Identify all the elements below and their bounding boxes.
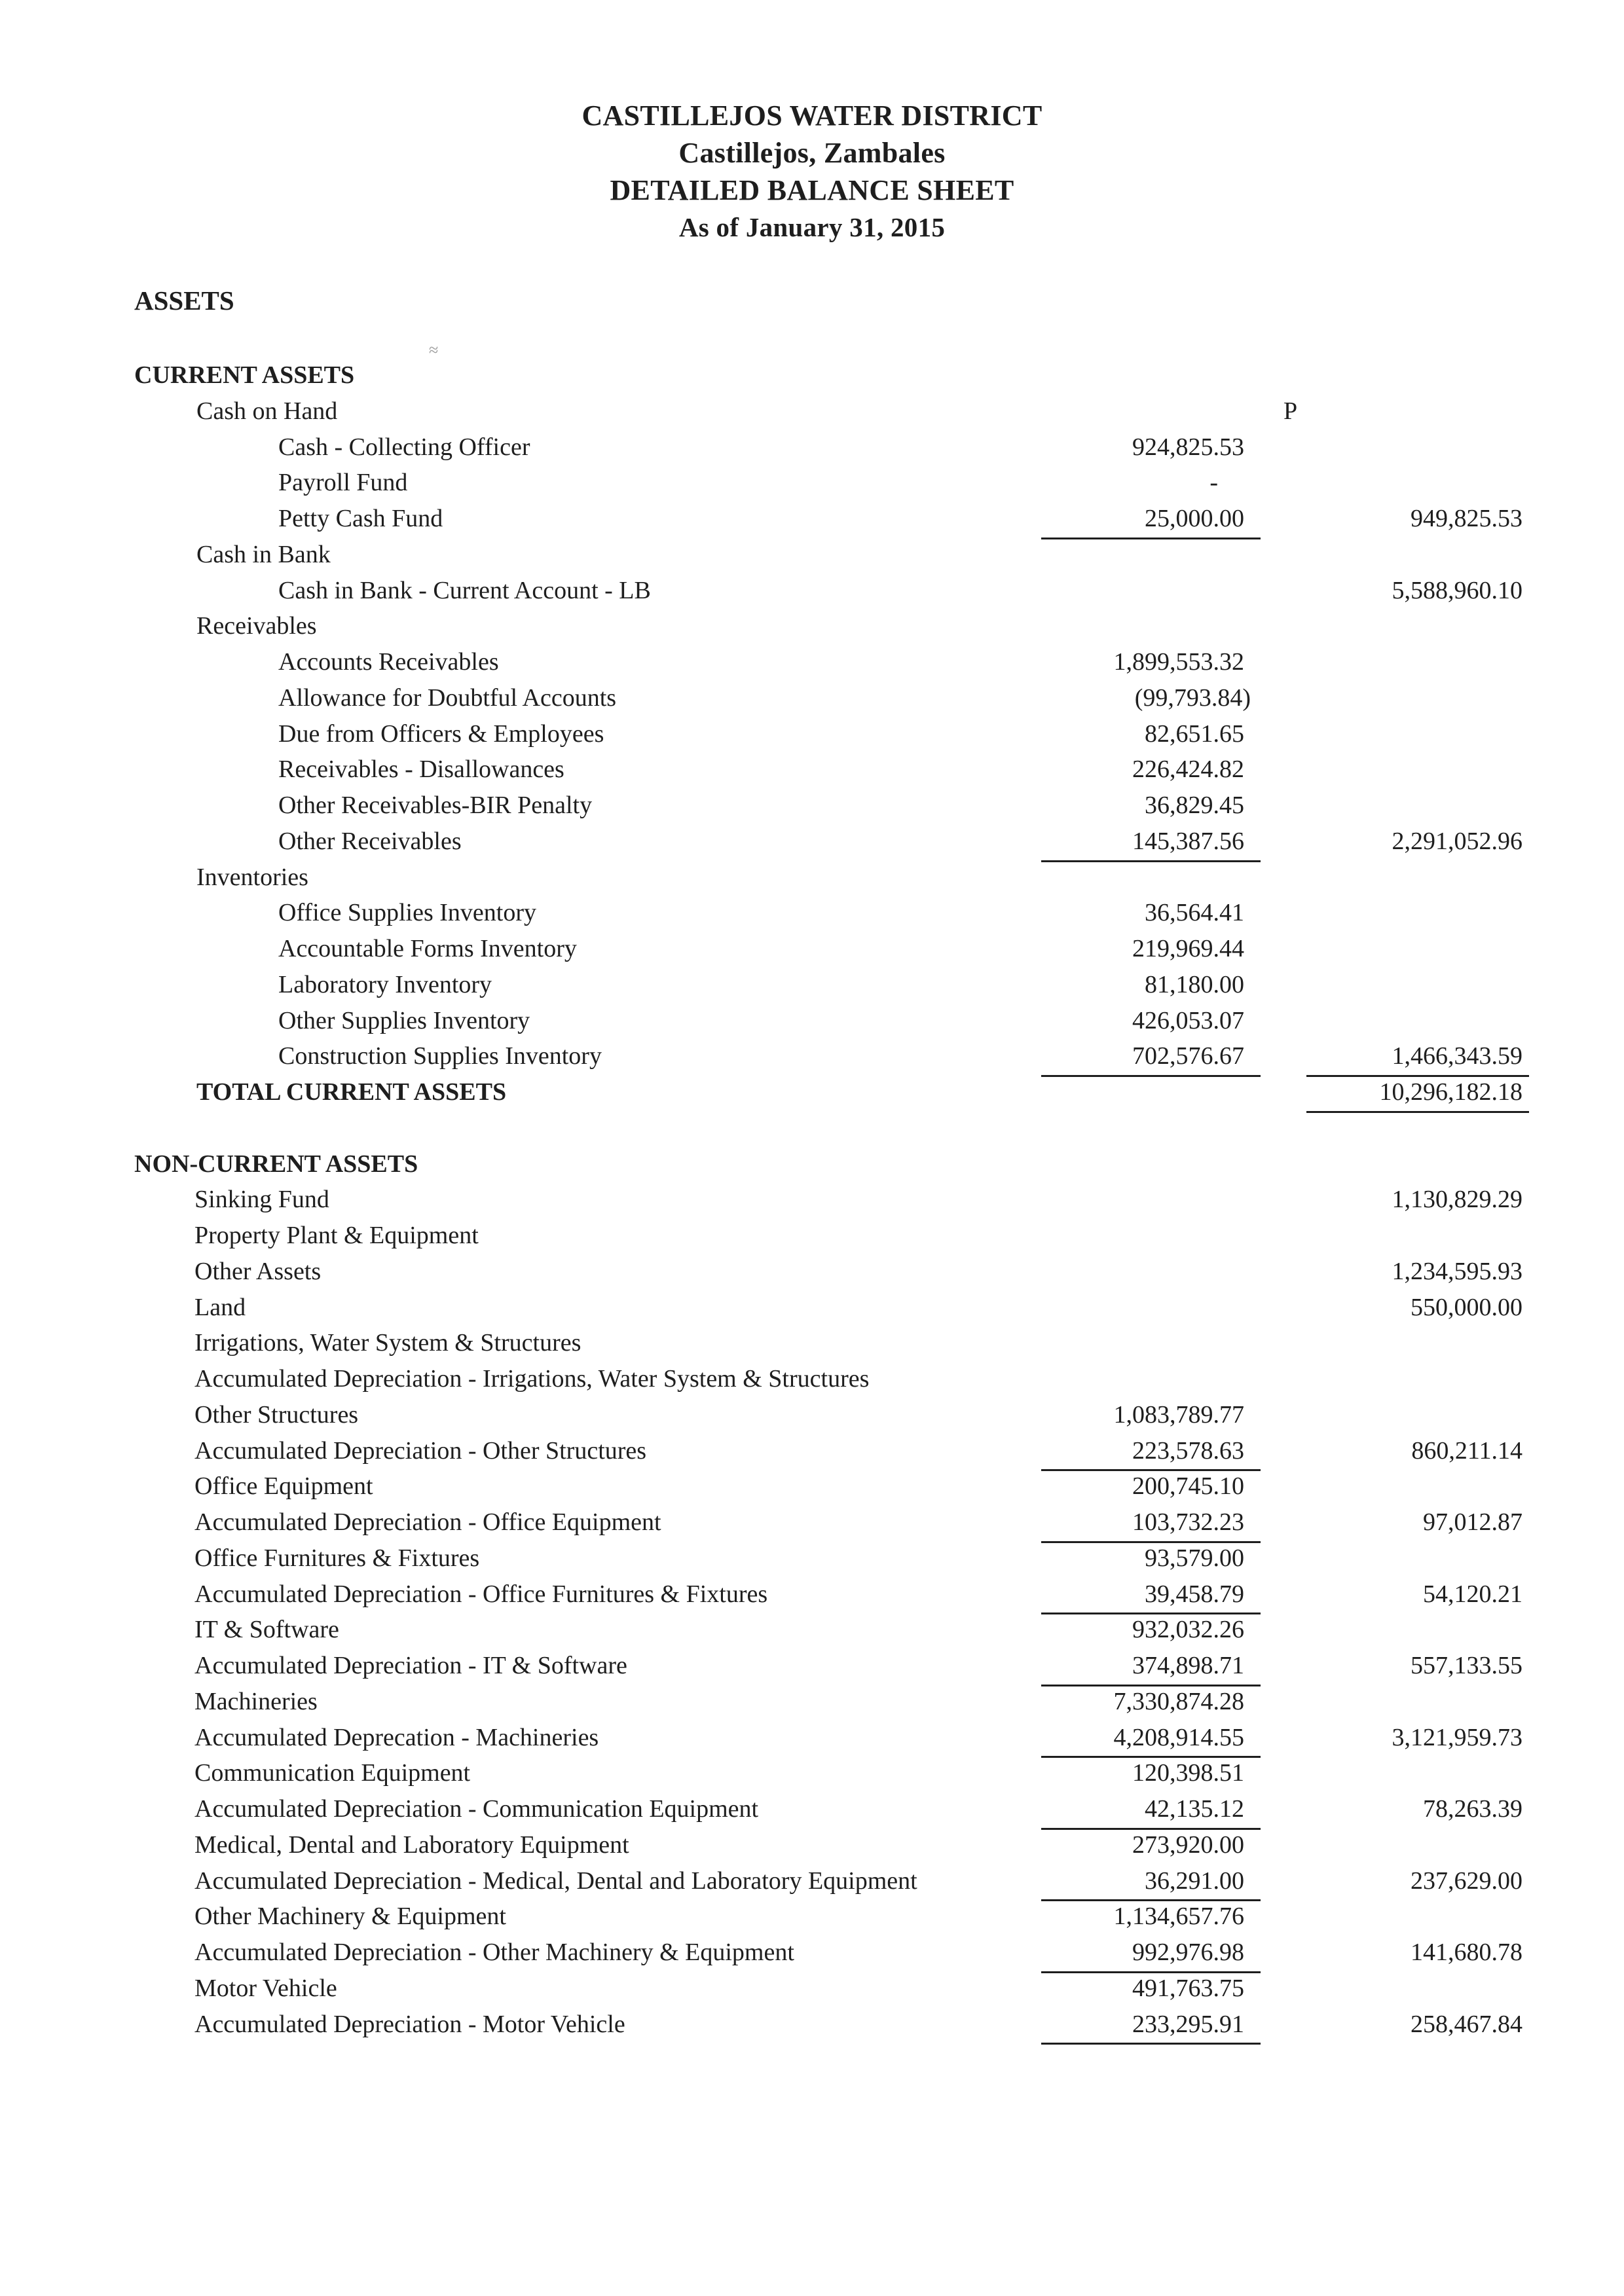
cost-amount: 93,579.00 bbox=[1145, 1544, 1244, 1572]
account-label: Other Supplies Inventory bbox=[278, 1006, 530, 1034]
depreciation-amount: 4,208,914.55 bbox=[1028, 1720, 1244, 1756]
group-subtotal: 1,466,343.59 bbox=[1300, 1038, 1522, 1074]
group-row-cash-on-hand bbox=[0, 393, 1624, 429]
table-row bbox=[0, 1433, 1624, 1469]
net-amount: 54,120.21 bbox=[1423, 1580, 1522, 1608]
account-label: Construction Supplies Inventory bbox=[278, 1042, 602, 1070]
organization-name: CASTILLEJOS WATER DISTRICT bbox=[581, 100, 1043, 132]
depreciation-amount: 223,578.63 bbox=[1028, 1433, 1244, 1469]
table-row bbox=[0, 644, 1624, 680]
depreciation-amount: 233,295.91 bbox=[1028, 2007, 1244, 2043]
group-label: Inventories bbox=[196, 863, 308, 891]
account-label: Accumulated Depreciation - Office Equipment bbox=[194, 1508, 661, 1536]
account-label: Allowance for Doubtful Accounts bbox=[278, 683, 617, 712]
balance-sheet-table bbox=[0, 357, 1624, 2042]
cost-amount: 491,763.75 bbox=[1132, 1974, 1244, 2002]
table-row bbox=[0, 1720, 1624, 1756]
depreciation-amount: 103,732.23 bbox=[1028, 1504, 1244, 1540]
document-header bbox=[0, 97, 1624, 246]
cost-amount: 1,134,657.76 bbox=[1113, 1903, 1244, 1931]
spacer bbox=[0, 1110, 1624, 1146]
net-amount: 237,629.00 bbox=[1411, 1867, 1522, 1895]
account-label: Accumulated Depreciation - Communication Equipment bbox=[194, 1795, 759, 1823]
depreciation-amount: 374,898.71 bbox=[1028, 1648, 1244, 1684]
cost-amount: 273,920.00 bbox=[1132, 1831, 1244, 1859]
table-row bbox=[0, 824, 1624, 860]
table-row bbox=[0, 1755, 1624, 1791]
account-amount: 145,387.56 bbox=[1028, 824, 1244, 860]
total-label: TOTAL CURRENT ASSETS bbox=[196, 1078, 507, 1106]
account-amount: 226,424.82 bbox=[1132, 756, 1244, 784]
account-label: Property Plant & Equipment bbox=[194, 1222, 479, 1249]
table-row bbox=[0, 1182, 1624, 1218]
table-row bbox=[0, 788, 1624, 824]
report-date: As of January 31, 2015 bbox=[678, 212, 946, 242]
account-label: Accumulated Depreciation - IT & Software bbox=[194, 1652, 627, 1679]
account-label: Land bbox=[194, 1293, 246, 1321]
depreciation-amount: 39,458.79 bbox=[1028, 1576, 1244, 1613]
account-amount: 219,969.44 bbox=[1132, 935, 1244, 962]
table-row bbox=[0, 1863, 1624, 1899]
table-row bbox=[0, 1361, 1624, 1397]
depreciation-amount: 42,135.12 bbox=[1028, 1791, 1244, 1827]
non-current-assets-heading: NON-CURRENT ASSETS bbox=[134, 1150, 418, 1178]
net-amount: 141,680.78 bbox=[1411, 1939, 1522, 1966]
account-label: Accounts Receivables bbox=[278, 648, 499, 676]
table-row bbox=[0, 1612, 1624, 1648]
net-amount: 258,467.84 bbox=[1411, 2010, 1522, 2038]
group-row-cash-in-bank bbox=[0, 537, 1624, 573]
table-row bbox=[0, 680, 1624, 716]
account-label: Accumulated Depreciation - Other Structures bbox=[194, 1436, 647, 1465]
group-row-receivables bbox=[0, 608, 1624, 644]
table-row bbox=[0, 1791, 1624, 1827]
account-amount: 82,651.65 bbox=[1145, 720, 1244, 748]
table-row bbox=[0, 1648, 1624, 1684]
account-amount: - bbox=[1209, 469, 1218, 497]
currency-symbol: P bbox=[1283, 397, 1298, 425]
table-row bbox=[0, 1684, 1624, 1720]
account-label: Sinking Fund bbox=[194, 1186, 329, 1214]
table-row bbox=[0, 1935, 1624, 1971]
table-row bbox=[0, 1218, 1624, 1254]
account-label: Other Assets bbox=[194, 1257, 322, 1285]
table-row bbox=[0, 895, 1624, 931]
account-label: Office Equipment bbox=[194, 1472, 373, 1501]
table-row bbox=[0, 501, 1624, 537]
account-label: Accumulated Depreciation - Irrigations, Water System & Structures bbox=[194, 1365, 870, 1393]
group-subtotal: 2,291,052.96 bbox=[1392, 827, 1522, 855]
table-row bbox=[0, 1254, 1624, 1290]
account-amount: 81,180.00 bbox=[1145, 970, 1244, 998]
table-row bbox=[0, 931, 1624, 967]
table-row bbox=[0, 716, 1624, 752]
table-row bbox=[0, 1899, 1624, 1935]
table-row bbox=[0, 1540, 1624, 1576]
net-amount: 557,133.55 bbox=[1411, 1652, 1522, 1679]
net-amount: 78,263.39 bbox=[1423, 1795, 1522, 1823]
table-row bbox=[0, 1038, 1624, 1074]
account-amount: (99,793.84) bbox=[1134, 683, 1251, 712]
cost-amount: 120,398.51 bbox=[1132, 1759, 1244, 1787]
account-label: Motor Vehicle bbox=[194, 1974, 337, 2002]
net-amount: 1,234,595.93 bbox=[1392, 1257, 1522, 1285]
table-row bbox=[0, 429, 1624, 465]
account-amount: 1,899,553.32 bbox=[1113, 648, 1244, 676]
organization-location: Castillejos, Zambales bbox=[678, 137, 946, 169]
account-label: Cash in Bank - Current Account - LB bbox=[278, 576, 651, 604]
account-label: Receivables - Disallowances bbox=[278, 756, 564, 784]
group-label: Cash on Hand bbox=[196, 397, 338, 425]
account-label: Irrigations, Water System & Structures bbox=[194, 1329, 581, 1357]
current-assets-heading-row bbox=[0, 357, 1624, 393]
depreciation-amount: 992,976.98 bbox=[1028, 1935, 1244, 1971]
table-row bbox=[0, 967, 1624, 1003]
account-amount: 36,564.41 bbox=[1145, 899, 1244, 927]
account-label: Laboratory Inventory bbox=[278, 970, 492, 998]
group-label: Receivables bbox=[196, 612, 317, 640]
total-amount: 10,296,182.18 bbox=[1300, 1074, 1522, 1110]
account-label: Payroll Fund bbox=[278, 469, 408, 497]
scan-smudge: ≈ bbox=[429, 340, 439, 359]
current-assets-heading: CURRENT ASSETS bbox=[134, 361, 355, 389]
account-amount: 426,053.07 bbox=[1132, 1006, 1244, 1034]
account-label: Cash - Collecting Officer bbox=[278, 433, 530, 461]
account-label: Accumulated Depreciation - Office Furnitures & Fixtures bbox=[194, 1580, 768, 1608]
table-row bbox=[0, 1971, 1624, 2007]
net-amount: 3,121,959.73 bbox=[1392, 1723, 1522, 1751]
table-row bbox=[0, 1290, 1624, 1326]
group-subtotal: 949,825.53 bbox=[1411, 505, 1522, 532]
account-label: Accumulated Depreciation - Medical, Dental and Laboratory Equipment bbox=[194, 1867, 917, 1895]
cost-amount: 200,745.10 bbox=[1132, 1472, 1244, 1501]
account-amount: 924,825.53 bbox=[1132, 433, 1244, 461]
account-label: Machineries bbox=[194, 1687, 318, 1715]
account-label: Due from Officers & Employees bbox=[278, 720, 604, 748]
group-subtotal: 5,588,960.10 bbox=[1392, 576, 1522, 604]
account-label: IT & Software bbox=[194, 1616, 339, 1644]
table-row bbox=[0, 1827, 1624, 1863]
table-row bbox=[0, 573, 1624, 609]
table-row bbox=[0, 1504, 1624, 1540]
account-amount: 36,829.45 bbox=[1145, 792, 1244, 819]
group-label: Cash in Bank bbox=[196, 540, 331, 568]
account-label: Accumulated Depreciation - Motor Vehicle bbox=[194, 2010, 625, 2038]
document-title: DETAILED BALANCE SHEET bbox=[610, 174, 1014, 206]
table-row bbox=[0, 465, 1624, 501]
cost-amount: 932,032.26 bbox=[1132, 1616, 1244, 1644]
cost-amount: 7,330,874.28 bbox=[1113, 1687, 1244, 1715]
net-amount: 97,012.87 bbox=[1423, 1508, 1522, 1536]
table-row bbox=[0, 1003, 1624, 1039]
account-amount: 702,576.67 bbox=[1028, 1038, 1244, 1074]
table-row bbox=[0, 752, 1624, 788]
non-current-assets-heading-row bbox=[0, 1146, 1624, 1182]
table-row bbox=[0, 1576, 1624, 1613]
table-row bbox=[0, 1325, 1624, 1361]
account-label: Other Machinery & Equipment bbox=[194, 1903, 506, 1931]
account-label: Petty Cash Fund bbox=[278, 505, 443, 532]
account-label: Accountable Forms Inventory bbox=[278, 935, 577, 962]
table-row bbox=[0, 1468, 1624, 1504]
account-label: Office Supplies Inventory bbox=[278, 899, 536, 927]
account-label: Other Receivables bbox=[278, 827, 462, 855]
depreciation-amount: 36,291.00 bbox=[1028, 1863, 1244, 1899]
account-label: Accumulated Deprecation - Machineries bbox=[194, 1723, 599, 1751]
account-label: Office Furnitures & Fixtures bbox=[194, 1544, 480, 1572]
group-row-inventories bbox=[0, 860, 1624, 896]
net-amount: 1,130,829.29 bbox=[1392, 1186, 1522, 1214]
table-row bbox=[0, 1397, 1624, 1433]
account-label: Accumulated Depreciation - Other Machinery & Equipment bbox=[194, 1939, 794, 1966]
account-label: Other Structures bbox=[194, 1400, 359, 1429]
cost-amount: 1,083,789.77 bbox=[1113, 1400, 1244, 1429]
assets-heading: ASSETS bbox=[134, 285, 234, 316]
account-label: Communication Equipment bbox=[194, 1759, 471, 1787]
account-amount: 25,000.00 bbox=[1028, 501, 1244, 537]
net-amount: 550,000.00 bbox=[1411, 1293, 1522, 1321]
net-amount: 860,211.14 bbox=[1411, 1436, 1522, 1465]
table-row bbox=[0, 2007, 1624, 2043]
total-current-assets-row bbox=[0, 1074, 1624, 1110]
account-label: Other Receivables-BIR Penalty bbox=[278, 792, 593, 819]
account-label: Medical, Dental and Laboratory Equipment bbox=[194, 1831, 629, 1859]
